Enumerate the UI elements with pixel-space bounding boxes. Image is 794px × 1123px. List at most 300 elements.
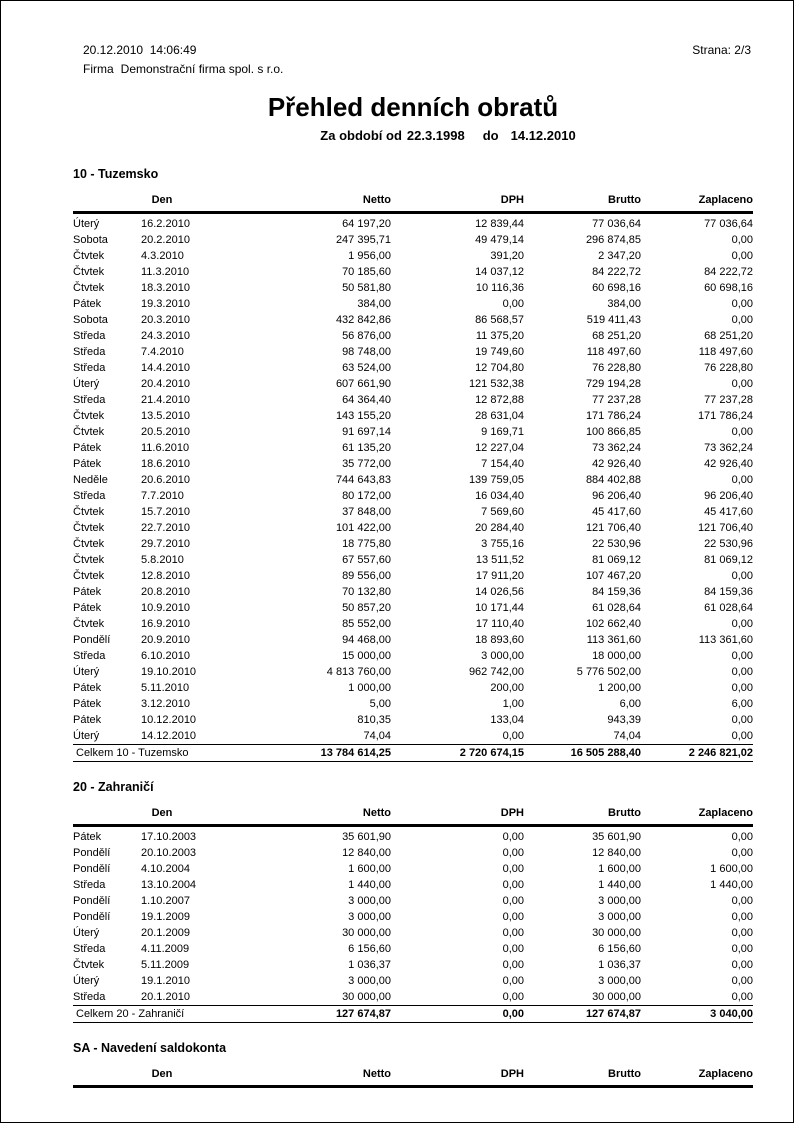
column-header-zaplaceno: Zaplaceno [641, 194, 753, 213]
date-cell: 22.7.2010 [141, 522, 190, 534]
zaplaceno-cell: 0,00 [731, 730, 753, 742]
netto-cell: 18 775,80 [342, 538, 391, 550]
day-cell: Úterý [73, 666, 100, 678]
column-header-zaplaceno: Zaplaceno [641, 807, 753, 826]
zaplaceno-cell: 0,00 [731, 895, 753, 907]
period-do-label: do [482, 128, 499, 143]
day-cell: Pátek [73, 586, 102, 598]
dph-cell: 17 911,20 [475, 570, 524, 582]
dph-cell: 11 375,20 [475, 330, 524, 342]
report-sections [1, 167, 793, 1088]
company-label: Firma [83, 62, 114, 76]
table-row [73, 488, 753, 504]
date-cell: 20.10.2003 [141, 847, 197, 859]
netto-cell: 64 364,40 [342, 394, 391, 406]
dph-cell: 10 116,36 [475, 282, 524, 294]
netto-cell: 607 661,90 [335, 378, 391, 390]
column-header-brutto: Brutto [524, 194, 641, 213]
brutto-cell: 12 840,00 [592, 847, 641, 859]
brutto-cell: 61 028,64 [592, 602, 641, 614]
day-cell: Čtvtek [73, 282, 105, 294]
day-cell: Středa [73, 346, 106, 358]
brutto-cell: 96 206,40 [592, 490, 641, 502]
date-cell: 11.3.2010 [141, 266, 190, 278]
zaplaceno-cell: 0,00 [731, 666, 753, 678]
section-heading: SA - Navedení saldokonta [73, 1041, 227, 1055]
zaplaceno-cell: 0,00 [731, 991, 753, 1003]
table-row [73, 941, 753, 957]
date-cell: 18.3.2010 [141, 282, 190, 294]
dph-cell: 14 026,56 [475, 586, 524, 598]
section-heading: 10 - Tuzemsko [73, 167, 159, 181]
day-cell: Středa [73, 330, 106, 342]
day-cell: Pátek [73, 602, 102, 614]
date-cell: 20.3.2010 [141, 314, 190, 326]
zaplaceno-cell: 0,00 [731, 618, 753, 630]
date-cell: 5.11.2010 [141, 682, 190, 694]
table-row [73, 957, 753, 973]
zaplaceno-cell: 171 786,24 [697, 410, 753, 422]
day-cell: Čtvtek [73, 266, 105, 278]
brutto-cell: 68 251,20 [592, 330, 641, 342]
dph-cell: 0,00 [502, 911, 524, 923]
brutto-cell: 3 000,00 [598, 895, 641, 907]
dph-cell: 0,00 [502, 943, 524, 955]
table-row [73, 696, 753, 712]
dph-cell: 0,00 [502, 895, 524, 907]
dph-cell: 962 742,00 [468, 666, 524, 678]
table-row [73, 312, 753, 328]
table-row [73, 600, 753, 616]
day-cell: Pondělí [73, 634, 111, 646]
date-cell: 14.4.2010 [141, 362, 190, 374]
daily-turnover-table [73, 194, 753, 762]
day-cell: Pondělí [73, 895, 111, 907]
date-cell: 20.2.2010 [141, 234, 190, 246]
zaplaceno-cell: 6,00 [731, 698, 753, 710]
zaplaceno-cell: 121 706,40 [697, 522, 753, 534]
table-total-row [73, 1006, 753, 1023]
dph-cell: 9 169,71 [481, 426, 524, 438]
netto-cell: 101 422,00 [335, 522, 391, 534]
brutto-cell: 102 662,40 [585, 618, 641, 630]
date-cell: 16.2.2010 [141, 218, 190, 230]
brutto-cell: 6,00 [619, 698, 641, 710]
brutto-cell: 100 866,85 [585, 426, 641, 438]
date-cell: 19.10.2010 [141, 666, 197, 678]
day-cell: Úterý [73, 975, 100, 987]
table-row [73, 344, 753, 360]
dph-cell: 200,00 [490, 682, 524, 694]
dph-cell: 7 154,40 [481, 458, 524, 470]
date-cell: 6.10.2010 [141, 650, 190, 662]
total-label: Celkem 10 - Tuzemsko [73, 745, 251, 762]
date-cell: 15.7.2010 [141, 506, 190, 518]
zaplaceno-cell: 0,00 [731, 474, 753, 486]
table-header-row [73, 194, 753, 213]
zaplaceno-cell: 118 497,60 [698, 346, 753, 358]
zaplaceno-cell: 45 417,60 [704, 506, 753, 518]
date-cell: 19.3.2010 [141, 298, 190, 310]
table-row [73, 520, 753, 536]
date-cell: 12.8.2010 [141, 570, 190, 582]
brutto-cell: 171 786,24 [585, 410, 641, 422]
netto-cell: 4 813 760,00 [326, 666, 391, 678]
day-cell: Čtvtek [73, 570, 105, 582]
date-cell: 11.6.2010 [141, 442, 190, 454]
date-cell: 4.10.2004 [141, 863, 190, 875]
dph-cell: 133,04 [490, 714, 524, 726]
day-cell: Pátek [73, 298, 102, 310]
day-cell: Úterý [73, 927, 100, 939]
table-row [73, 552, 753, 568]
table-row [73, 845, 753, 861]
netto-cell: 67 557,60 [342, 554, 391, 566]
date-cell: 7.4.2010 [141, 346, 184, 358]
zaplaceno-cell: 0,00 [731, 975, 753, 987]
report-title: Přehled denních obratů [267, 92, 559, 122]
table-row [73, 877, 753, 893]
table-row [73, 360, 753, 376]
table-row [73, 472, 753, 488]
brutto-cell: 60 698,16 [592, 282, 641, 294]
column-header-netto: Netto [251, 807, 391, 826]
table-row [73, 616, 753, 632]
table-row [73, 392, 753, 408]
dph-cell: 0,00 [502, 831, 524, 843]
total-label: Celkem 20 - Zahraničí [73, 1006, 251, 1023]
dph-cell: 13 511,52 [475, 554, 524, 566]
brutto-cell: 84 222,72 [592, 266, 641, 278]
date-cell: 18.6.2010 [141, 458, 190, 470]
dph-cell: 139 759,05 [468, 474, 524, 486]
table-row [73, 440, 753, 456]
table-row [73, 424, 753, 440]
dph-cell: 0,00 [502, 730, 524, 742]
date-cell: 3.12.2010 [141, 698, 190, 710]
day-cell: Středa [73, 650, 106, 662]
zaplaceno-cell: 0,00 [731, 250, 753, 262]
date-cell: 24.3.2010 [141, 330, 190, 342]
date-cell: 10.9.2010 [141, 602, 190, 614]
brutto-cell: 519 411,43 [586, 314, 641, 326]
brutto-cell: 113 361,60 [586, 634, 641, 646]
netto-cell: 143 155,20 [335, 410, 391, 422]
total-netto-cell: 13 784 614,25 [251, 745, 391, 762]
zaplaceno-cell: 0,00 [731, 927, 753, 939]
table-row [73, 536, 753, 552]
day-cell: Čtvtek [73, 618, 105, 630]
netto-cell: 384,00 [357, 298, 391, 310]
brutto-cell: 30 000,00 [592, 927, 641, 939]
table-row [73, 232, 753, 248]
table-row [73, 989, 753, 1006]
dph-cell: 121 532,38 [468, 378, 524, 390]
netto-cell: 80 172,00 [342, 490, 391, 502]
netto-cell: 1 440,00 [348, 879, 391, 891]
day-cell: Čtvtek [73, 538, 105, 550]
netto-cell: 70 185,60 [342, 266, 391, 278]
brutto-cell: 77 237,28 [592, 394, 641, 406]
brutto-cell: 884 402,88 [585, 474, 641, 486]
total-netto-cell: 127 674,87 [251, 1006, 391, 1023]
zaplaceno-cell: 0,00 [731, 314, 753, 326]
day-cell: Středa [73, 943, 106, 955]
brutto-cell: 73 362,24 [592, 442, 641, 454]
total-zaplaceno-cell: 3 040,00 [641, 1006, 753, 1023]
dph-cell: 0,00 [502, 991, 524, 1003]
date-cell: 21.4.2010 [141, 394, 190, 406]
brutto-cell: 1 200,00 [598, 682, 641, 694]
netto-cell: 3 000,00 [348, 895, 391, 907]
day-cell: Pátek [73, 682, 102, 694]
netto-cell: 50 581,80 [342, 282, 391, 294]
total-brutto-cell: 16 505 288,40 [524, 745, 641, 762]
day-cell: Středa [73, 879, 106, 891]
dph-cell: 12 839,44 [475, 218, 524, 230]
dph-cell: 16 034,40 [475, 490, 524, 502]
netto-cell: 35 772,00 [342, 458, 391, 470]
day-cell: Čtvtek [73, 426, 105, 438]
table-header-row [73, 1068, 753, 1087]
table-row [73, 280, 753, 296]
zaplaceno-cell: 22 530,96 [704, 538, 753, 550]
date-cell: 20.1.2009 [141, 927, 190, 939]
brutto-cell: 22 530,96 [592, 538, 641, 550]
netto-cell: 94 468,00 [342, 634, 391, 646]
netto-cell: 91 697,14 [342, 426, 391, 438]
netto-cell: 37 848,00 [342, 506, 391, 518]
zaplaceno-cell: 76 228,80 [704, 362, 753, 374]
brutto-cell: 76 228,80 [592, 362, 641, 374]
netto-cell: 1 000,00 [348, 682, 391, 694]
zaplaceno-cell: 0,00 [731, 426, 753, 438]
dph-cell: 0,00 [502, 927, 524, 939]
column-header-dph: DPH [391, 194, 524, 213]
total-brutto-cell: 127 674,87 [524, 1006, 641, 1023]
day-cell: Pátek [73, 698, 102, 710]
zaplaceno-cell: 77 237,28 [704, 394, 753, 406]
dph-cell: 0,00 [502, 298, 524, 310]
netto-cell: 30 000,00 [342, 927, 391, 939]
dph-cell: 0,00 [502, 879, 524, 891]
dph-cell: 391,20 [490, 250, 524, 262]
daily-turnover-table [73, 1068, 753, 1088]
day-cell: Čtvtek [73, 506, 105, 518]
netto-cell: 56 876,00 [342, 330, 391, 342]
table-row [73, 893, 753, 909]
brutto-cell: 3 000,00 [598, 975, 641, 987]
date-cell: 17.10.2003 [141, 831, 197, 843]
netto-cell: 85 552,00 [342, 618, 391, 630]
dph-cell: 0,00 [502, 847, 524, 859]
zaplaceno-cell: 1 440,00 [710, 879, 753, 891]
zaplaceno-cell: 84 222,72 [704, 266, 753, 278]
day-cell: Pátek [73, 458, 102, 470]
column-header-brutto: Brutto [524, 807, 641, 826]
day-cell: Středa [73, 490, 106, 502]
brutto-cell: 42 926,40 [592, 458, 641, 470]
day-cell: Pondělí [73, 911, 111, 923]
zaplaceno-cell: 113 361,60 [698, 634, 753, 646]
table-row [73, 408, 753, 424]
dph-cell: 20 284,40 [475, 522, 524, 534]
table-row [73, 632, 753, 648]
netto-cell: 61 135,20 [342, 442, 391, 454]
column-header-dph: DPH [391, 807, 524, 826]
netto-cell: 744 643,83 [335, 474, 391, 486]
netto-cell: 3 000,00 [348, 975, 391, 987]
date-cell: 14.12.2010 [141, 730, 197, 742]
zaplaceno-cell: 0,00 [731, 682, 753, 694]
brutto-cell: 1 036,37 [598, 959, 641, 971]
brutto-cell: 5 776 502,00 [576, 666, 641, 678]
table-row [73, 861, 753, 877]
brutto-cell: 74,04 [613, 730, 641, 742]
date-cell: 20.4.2010 [141, 378, 190, 390]
print-datetime: 20.12.2010 14:06:49 [83, 43, 197, 57]
netto-cell: 6 156,60 [348, 943, 391, 955]
zaplaceno-cell: 0,00 [731, 650, 753, 662]
brutto-cell: 1 440,00 [598, 879, 641, 891]
day-cell: Úterý [73, 218, 100, 230]
table-row [73, 584, 753, 600]
zaplaceno-cell: 0,00 [731, 831, 753, 843]
brutto-cell: 107 467,20 [585, 570, 641, 582]
dph-cell: 28 631,04 [475, 410, 524, 422]
netto-cell: 810,35 [357, 714, 391, 726]
brutto-cell: 84 159,36 [592, 586, 641, 598]
dph-cell: 49 479,14 [475, 234, 524, 246]
netto-cell: 247 395,71 [335, 234, 391, 246]
brutto-cell: 6 156,60 [598, 943, 641, 955]
column-header-dph: DPH [391, 1068, 524, 1087]
period-prefix: Za období od [320, 128, 402, 143]
dph-cell: 10 171,44 [475, 602, 524, 614]
zaplaceno-cell: 0,00 [731, 234, 753, 246]
brutto-cell: 30 000,00 [592, 991, 641, 1003]
zaplaceno-cell: 0,00 [731, 959, 753, 971]
table-row [73, 213, 753, 233]
table-header-row [73, 807, 753, 826]
dph-cell: 18 893,60 [475, 634, 524, 646]
date-cell: 4.11.2009 [141, 943, 190, 955]
page-header-left [83, 43, 283, 76]
dph-cell: 12 227,04 [475, 442, 524, 454]
date-cell: 20.5.2010 [141, 426, 190, 438]
netto-cell: 3 000,00 [348, 911, 391, 923]
day-cell: Středa [73, 362, 106, 374]
dph-cell: 12 704,80 [475, 362, 524, 374]
brutto-cell: 118 497,60 [586, 346, 641, 358]
dph-cell: 0,00 [502, 863, 524, 875]
zaplaceno-cell: 77 036,64 [704, 218, 753, 230]
table-row [73, 680, 753, 696]
zaplaceno-cell: 84 159,36 [704, 586, 753, 598]
table-row [73, 328, 753, 344]
total-zaplaceno-cell: 2 246 821,02 [641, 745, 753, 762]
brutto-cell: 1 600,00 [598, 863, 641, 875]
company-name: Demonstrační firma spol. s r.o. [120, 62, 284, 76]
dph-cell: 19 749,60 [475, 346, 524, 358]
table-row [73, 504, 753, 520]
table-row [73, 264, 753, 280]
table-row [73, 909, 753, 925]
brutto-cell: 18 000,00 [592, 650, 641, 662]
netto-cell: 64 197,20 [342, 218, 391, 230]
dph-cell: 7 569,60 [481, 506, 524, 518]
date-cell: 29.7.2010 [141, 538, 190, 550]
column-header-brutto: Brutto [524, 1068, 641, 1087]
brutto-cell: 77 036,64 [592, 218, 641, 230]
total-dph-cell: 0,00 [391, 1006, 524, 1023]
table-row [73, 376, 753, 392]
date-cell: 5.8.2010 [141, 554, 184, 566]
brutto-cell: 943,39 [607, 714, 641, 726]
netto-cell: 15 000,00 [342, 650, 391, 662]
day-cell: Pátek [73, 714, 102, 726]
daily-turnover-table [73, 807, 753, 1023]
day-cell: Středa [73, 991, 106, 1003]
zaplaceno-cell: 0,00 [731, 378, 753, 390]
zaplaceno-cell: 42 926,40 [704, 458, 753, 470]
column-header-netto: Netto [251, 194, 391, 213]
column-header-den: Den [73, 194, 251, 213]
day-cell: Pátek [73, 442, 102, 454]
table-row [73, 456, 753, 472]
zaplaceno-cell: 1 600,00 [710, 863, 753, 875]
dph-cell: 86 568,57 [475, 314, 524, 326]
netto-cell: 12 840,00 [342, 847, 391, 859]
column-header-den: Den [73, 1068, 251, 1087]
netto-cell: 1 956,00 [348, 250, 391, 262]
table-row [73, 826, 753, 846]
netto-cell: 89 556,00 [342, 570, 391, 582]
day-cell: Čtvtek [73, 410, 105, 422]
dph-cell: 12 872,88 [475, 394, 524, 406]
page-header [83, 43, 751, 76]
day-cell: Čtvtek [73, 959, 105, 971]
netto-cell: 432 842,86 [335, 314, 391, 326]
day-cell: Pondělí [73, 847, 111, 859]
period-to: 14.12.2010 [510, 128, 576, 143]
brutto-cell: 384,00 [607, 298, 641, 310]
netto-cell: 63 524,00 [342, 362, 391, 374]
day-cell: Čtvtek [73, 250, 105, 262]
section-heading: 20 - Zahraničí [73, 780, 154, 794]
date-cell: 19.1.2010 [141, 975, 190, 987]
netto-cell: 98 748,00 [342, 346, 391, 358]
date-cell: 16.9.2010 [141, 618, 190, 630]
table-total-row [73, 745, 753, 762]
table-row [73, 296, 753, 312]
netto-cell: 74,04 [363, 730, 391, 742]
zaplaceno-cell: 0,00 [731, 570, 753, 582]
date-cell: 10.12.2010 [141, 714, 197, 726]
company-line [83, 62, 283, 76]
dph-cell: 3 755,16 [481, 538, 524, 550]
brutto-cell: 3 000,00 [598, 911, 641, 923]
table-row [73, 973, 753, 989]
date-cell: 7.7.2010 [141, 490, 184, 502]
date-cell: 19.1.2009 [141, 911, 190, 923]
brutto-cell: 729 194,28 [585, 378, 641, 390]
netto-cell: 1 036,37 [348, 959, 391, 971]
brutto-cell: 121 706,40 [585, 522, 641, 534]
zaplaceno-cell: 0,00 [731, 298, 753, 310]
zaplaceno-cell: 61 028,64 [704, 602, 753, 614]
zaplaceno-cell: 73 362,24 [704, 442, 753, 454]
